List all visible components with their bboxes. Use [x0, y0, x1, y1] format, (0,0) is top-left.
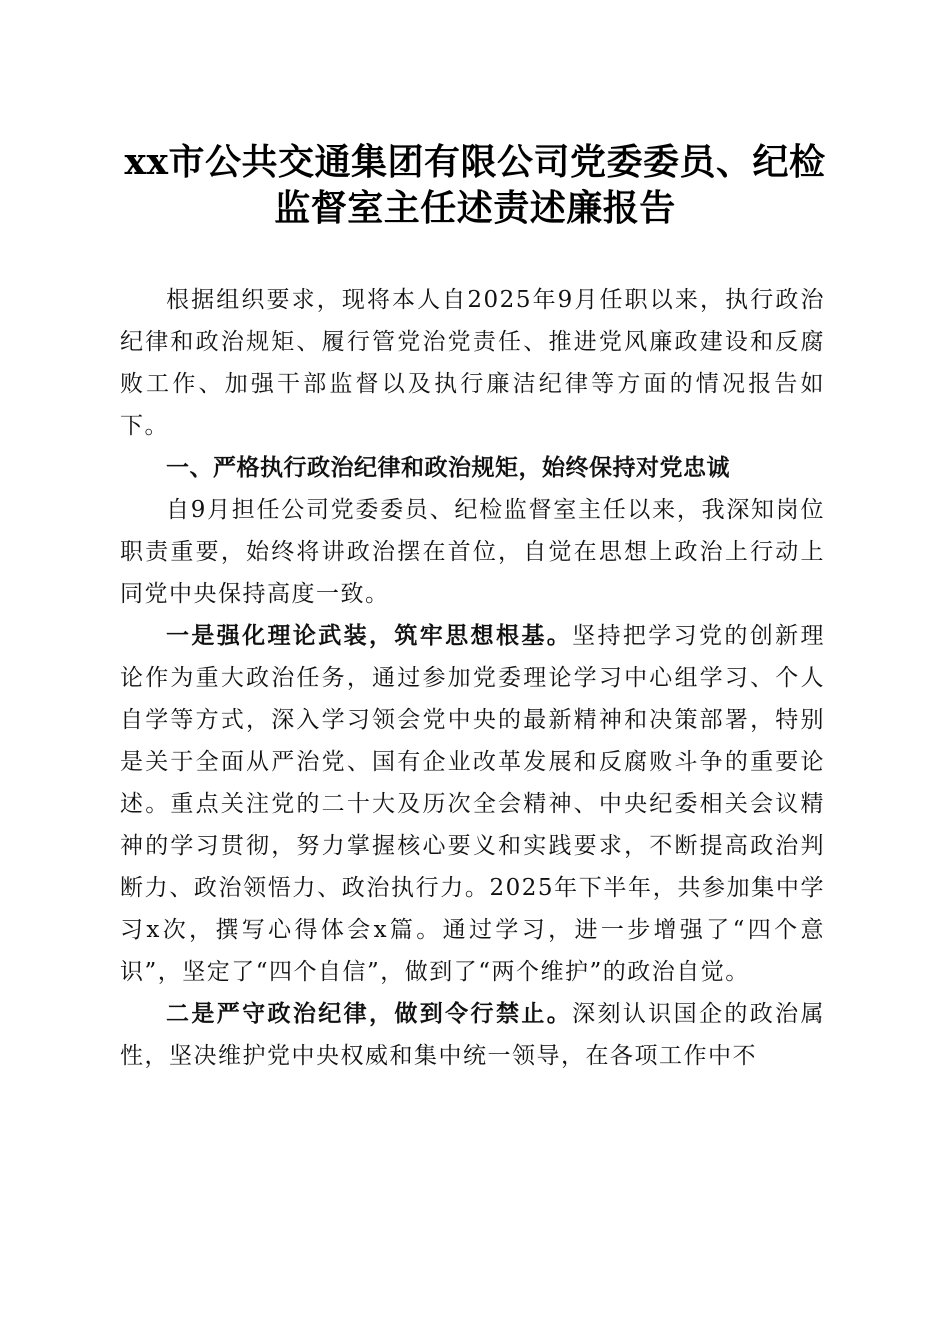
- intro-paragraph: 根据组织要求，现将本人自2025年9月任职以来，执行政治纪律和政治规矩、履行管党治党责任、推进党风廉政建设和反腐败工作、加强干部监督以及执行廉洁纪律等方面的情况报告如下。: [120, 287, 825, 439]
- item-2-text: 深刻认识国企的政治属性，坚决维护党中央权威和集中统一领导，在各项工作中不: [120, 1001, 826, 1069]
- item-1-lead: 一是强化理论武装，筑牢思想根基。: [166, 622, 573, 649]
- item-1-paragraph: [120, 615, 825, 993]
- section-1-heading: 一、严格执行政治纪律和政治规矩，始终保持对党忠诚: [166, 455, 730, 481]
- section-1-intro-paragraph: 自9月担任公司党委委员、纪检监督室主任以来，我深知岗位职责重要，始终将讲政治摆在首位，自觉在思想上政治上行动上同党中央保持高度一致。: [120, 497, 825, 607]
- item-2-paragraph: [120, 993, 825, 1077]
- document-title-line-2: 监督室主任述责述廉报告: [274, 187, 676, 229]
- document-title-line-1: xx市公共交通集团有限公司党委委员、纪检: [124, 141, 826, 183]
- document-body: [120, 279, 825, 1077]
- item-2-lead: 二是严守政治纪律，做到令行禁止。: [166, 1000, 573, 1027]
- item-1-text: 坚持把学习党的创新理论作为重大政治任务，通过参加党委理论学习中心组学习、个人自学等方式，深入学习领会党中央的最新精神和决策部署，特别是关于全面从严治党、国有企业改革发展和反腐败斗争的重要论述。重点关注党的二十大及历次全会精神、中央纪委相关会议精神的学习贯彻，努力掌握核心要义和实践要求，不断提高政治判断力、政治领悟力、政治执行力。2025年下半年，共参加集中学习x次，撰写心得体会x篇。通过学习，进一步增强了“四个意识”，坚定了“四个自信”，做到了“两个维护”的政治自觉。: [120, 623, 826, 985]
